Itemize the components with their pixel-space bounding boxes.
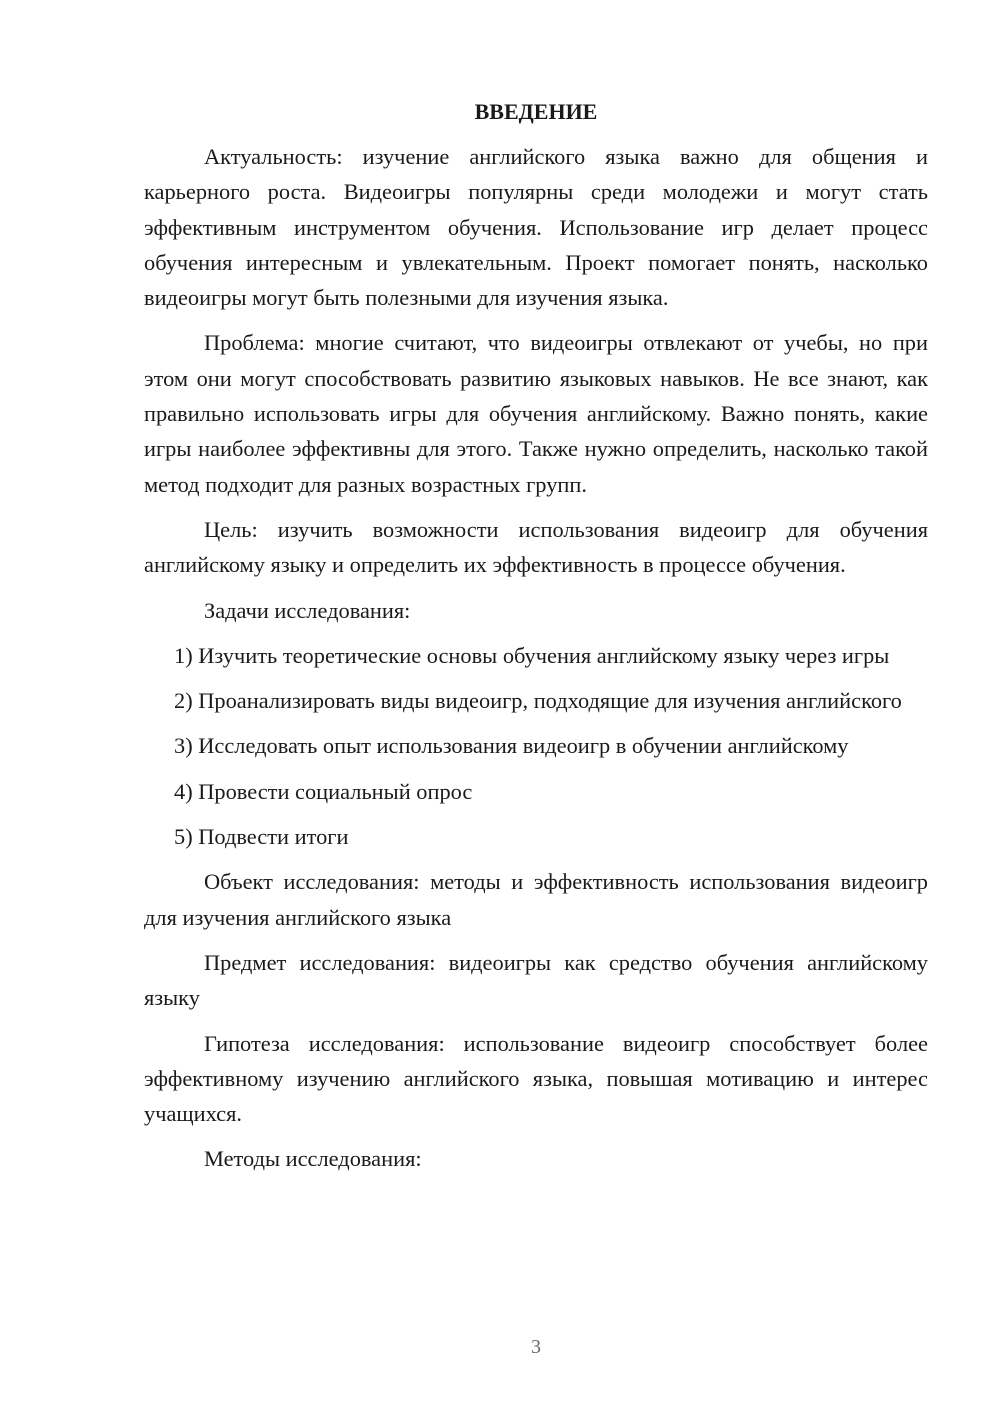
paragraph-subject: Предмет исследования: видеоигры как средство обучения английскому языку [144,949,928,1011]
paragraph-methods-heading: Методы исследования: [204,1146,422,1172]
task-item-1: 1) Изучить теоретические основы обучения английскому языку через игры [174,642,890,668]
task-item-5: 5) Подвести итоги [174,824,349,850]
paragraph-tasks-heading: Задачи исследования: [204,597,411,623]
task-item-3: 3) Исследовать опыт использования видеоигр в обучении английскому [174,733,849,759]
page-title: ВВЕДЕНИЕ [474,99,598,124]
paragraph-problem: Проблема: многие считают, что видеоигры отвлекают от учебы, но при этом они могут способствовать развитию языковых навыков. Не все знают, как правильно использовать игры для обучения английскому. Важно понять, какие игры наиболее эффективны для этого. Также нужно определить, насколько такой метод подходит для разных возрастных групп. [144,330,928,497]
page-number: 3 [531,1336,541,1358]
paragraph-object: Объект исследования: методы и эффективность использования видеоигр для изучения английского языка [144,869,928,930]
paragraph-goal: Цель: изучить возможности использования видеоигр для обучения английскому языку и определить их эффективность в процессе обучения. [144,516,928,578]
paragraph-relevance: Актуальность: изучение английского языка важно для общения и карьерного роста. Видеоигры популярны среди молодежи и могут стать эффективным инструментом обучения. Использование игр делает процесс обучения интересным и увлекательным. Проект помогает понять, насколько видеоигры могут быть полезными для изучения языка. [144,144,928,311]
paragraph-hypothesis: Гипотеза исследования: использование видеоигр способствует более эффективному изучению английского языка, повышая мотивацию и интерес учащихся. [144,1030,928,1127]
task-item-4: 4) Провести социальный опрос [174,778,473,804]
page-body [144,96,928,1177]
task-item-2: 2) Проанализировать виды видеоигр, подходящие для изучения английского [174,688,902,714]
